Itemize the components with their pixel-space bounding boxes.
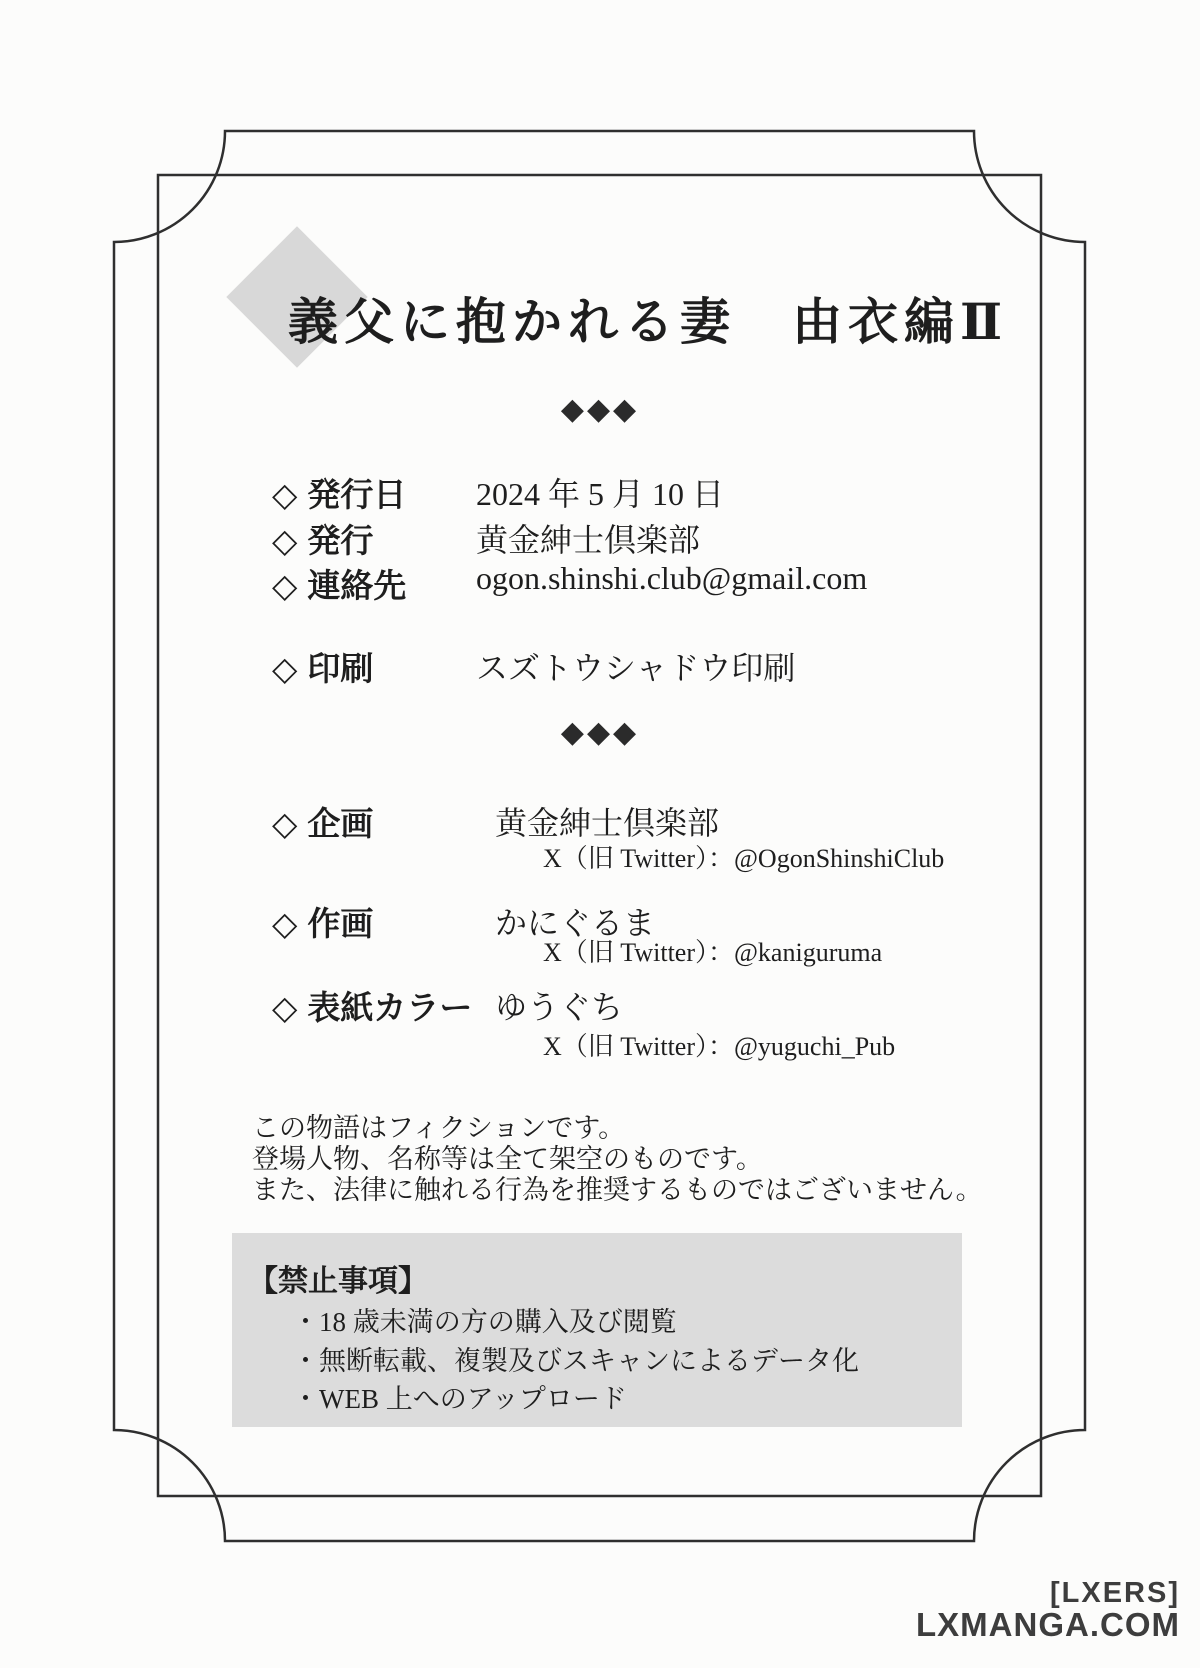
watermark-tag: [LXERS] <box>1050 1577 1180 1609</box>
row-label-text: 発行 <box>307 524 374 560</box>
row-label-text: 印刷 <box>307 652 374 688</box>
prohibited-item: ・無断転載、複製及びスキャンによるデータ化 <box>292 1346 859 1376</box>
prohibited-item: ・18 歳未満の方の購入及び閲覧 <box>292 1307 677 1337</box>
diamond-bullet-icon: ◇ <box>272 566 298 605</box>
row-label <box>272 560 406 607</box>
twitter-handle: X（旧 Twitter）：@OgonShinshiClub <box>543 844 945 873</box>
row-label <box>272 515 373 562</box>
row-label <box>272 469 406 516</box>
row-label <box>272 798 373 845</box>
row-value: 黄金紳士倶楽部 <box>495 805 720 841</box>
row-label-text: 連絡先 <box>307 569 407 605</box>
diamond-separator-icon: ◆◆◆ <box>560 392 640 427</box>
watermark-site: LXMANGA.COM <box>916 1606 1180 1644</box>
disclaimer-line: 登場人物、名称等は全て架空のものです。 <box>252 1144 763 1174</box>
row-label <box>272 643 373 690</box>
row-value: 2024 年 5 月 10 日 <box>476 476 725 512</box>
diamond-bullet-icon: ◇ <box>272 649 298 688</box>
prohibited-heading: 【禁止事項】 <box>248 1265 428 1298</box>
diamond-bullet-icon: ◇ <box>272 521 298 560</box>
diamond-bullet-icon: ◇ <box>272 904 298 943</box>
diamond-separator-icon: ◆◆◆ <box>560 715 640 750</box>
diamond-bullet-icon: ◇ <box>272 988 298 1027</box>
twitter-handle: X（旧 Twitter）：@yuguchi_Pub <box>543 1032 896 1061</box>
row-value: ogon.shinshi.club@gmail.com <box>476 560 868 596</box>
row-value: ゆうぐち <box>495 989 624 1025</box>
row-label-text: 作画 <box>307 907 374 943</box>
row-label <box>272 982 472 1029</box>
twitter-handle: X（旧 Twitter）：@kaniguruma <box>543 938 883 967</box>
row-label-text: 表紙カラー <box>307 991 473 1027</box>
disclaimer-line: また、法律に触れる行為を推奨するものではございません。 <box>252 1175 983 1205</box>
row-label <box>272 898 373 945</box>
prohibited-item: ・WEB 上へのアップロード <box>292 1384 627 1414</box>
row-value: 黄金紳士倶楽部 <box>476 522 701 558</box>
disclaimer-line: この物語はフィクションです。 <box>252 1113 626 1143</box>
diamond-bullet-icon: ◇ <box>272 475 298 514</box>
page-title: 義父に抱かれる妻 由衣編Ⅱ <box>288 294 1009 350</box>
row-label-text: 企画 <box>307 807 374 843</box>
watermark <box>916 1578 1180 1643</box>
row-label-text: 発行日 <box>307 478 407 514</box>
row-value: スズトウシャドウ印刷 <box>476 650 796 686</box>
row-value: かにぐるま <box>495 905 656 941</box>
diamond-bullet-icon: ◇ <box>272 804 298 843</box>
